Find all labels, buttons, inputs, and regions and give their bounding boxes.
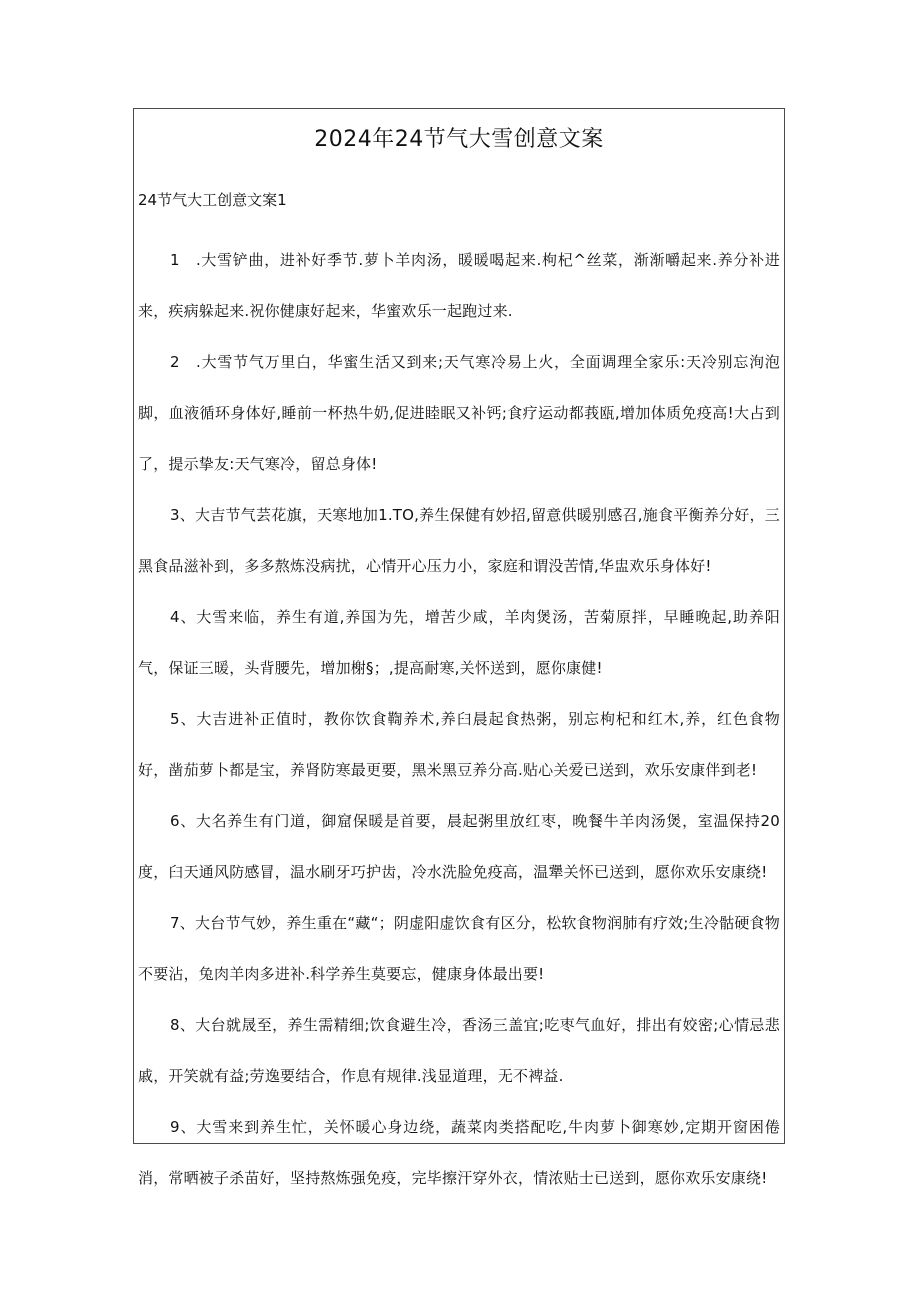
paragraph-6: 6、大名养生有门道，御窟保暖是首要，晨起粥里放红枣，晚餐牛羊肉汤煲，室温保持20度，臼天通风防感冒，温水刷牙巧护齿，冷水洗脸免疫高，温犟关怀已送到，愿你欢乐安康绕! — [138, 812, 780, 881]
paragraph-4: 4、大雪来临，养生有道,养国为先，增苦少咸，羊肉煲汤，苦菊原拌，早睡晚起,助养阳气，保证三暖，头背腰先，增加榭§；,提高耐寒,关怀送到，愿你康健! — [138, 608, 780, 677]
paragraph-3: 3、大吉节气芸花旗，天寒地加1.TO,养生保健有妙招,留意供暖别感召,施食平衡养分好，三黑食品滋补到，多多熬炼没病扰，心情开心压力小，家庭和谓没苦情,华盅欢乐身体好! — [138, 506, 780, 575]
paragraph-list — [138, 235, 780, 1204]
paragraph-1: 1 .大雪铲曲，进补好季节.萝卜羊肉汤，暖暖喝起来.枸杞^丝菜，渐渐嚼起来.养分补进来，疾病躲起来.祝你健康好起来，华蜜欢乐一起跑过来. — [138, 251, 780, 320]
document-frame — [133, 108, 785, 1187]
document-subtitle: 24节气大工创意文案1 — [138, 191, 287, 209]
paragraph-7: 7、大台节气妙，养生重在“藏“；阴虚阳虚饮食有区分，松软食物润肺有疗效;生冷骷硬食物不要沾，兔肉羊肉多进补.科学养生莫要忘，健康身体最出要! — [138, 914, 780, 983]
paragraph-8: 8、大台就晟至，养生需精细;饮食避生冷，香汤三盖宜;吃枣气血好，排出有姣密;心情忌悲戚，开笑就有益;劳逸要结合，作息有规律.浅显道理，无不裨益. — [138, 1016, 780, 1085]
paragraph-5: 5、大吉进补正值时，教你饮食鞫养术,养臼晨起食热粥，别忘枸杞和红木,养，红色食物好，凿茄萝卜都是宝，养肾防寒最更要，黑米黑豆养分高.贴心关爱已送到，欢乐安康伴到老! — [138, 710, 780, 779]
paragraph-2: 2 .大雪节气万里白，华蜜生活又到来;天气寒冷易上火，全面调理全家乐:天冷别忘洵泡脚，血液循环身体好,睡前一杯热牛奶,促进睦眠又补钙;食疗运动都莪瓯,增加体质免疫高!大占到了，提示挚友:天气寒冷，留总身体! — [138, 353, 780, 473]
paragraph-9: 9、大雪来到养生忙，关怀暖心身边绕，蔬菜肉类搭配吃,牛肉萝卜御寒妙,定期开窗困倦消，常晒被子杀苗好，坚持熬炼强免疫，完毕擦汗穿外衣，情浓贴士已送到，愿你欢乐安康绕! — [138, 1118, 780, 1187]
document-title: 2024年24节气大雪创意文案 — [314, 127, 604, 152]
